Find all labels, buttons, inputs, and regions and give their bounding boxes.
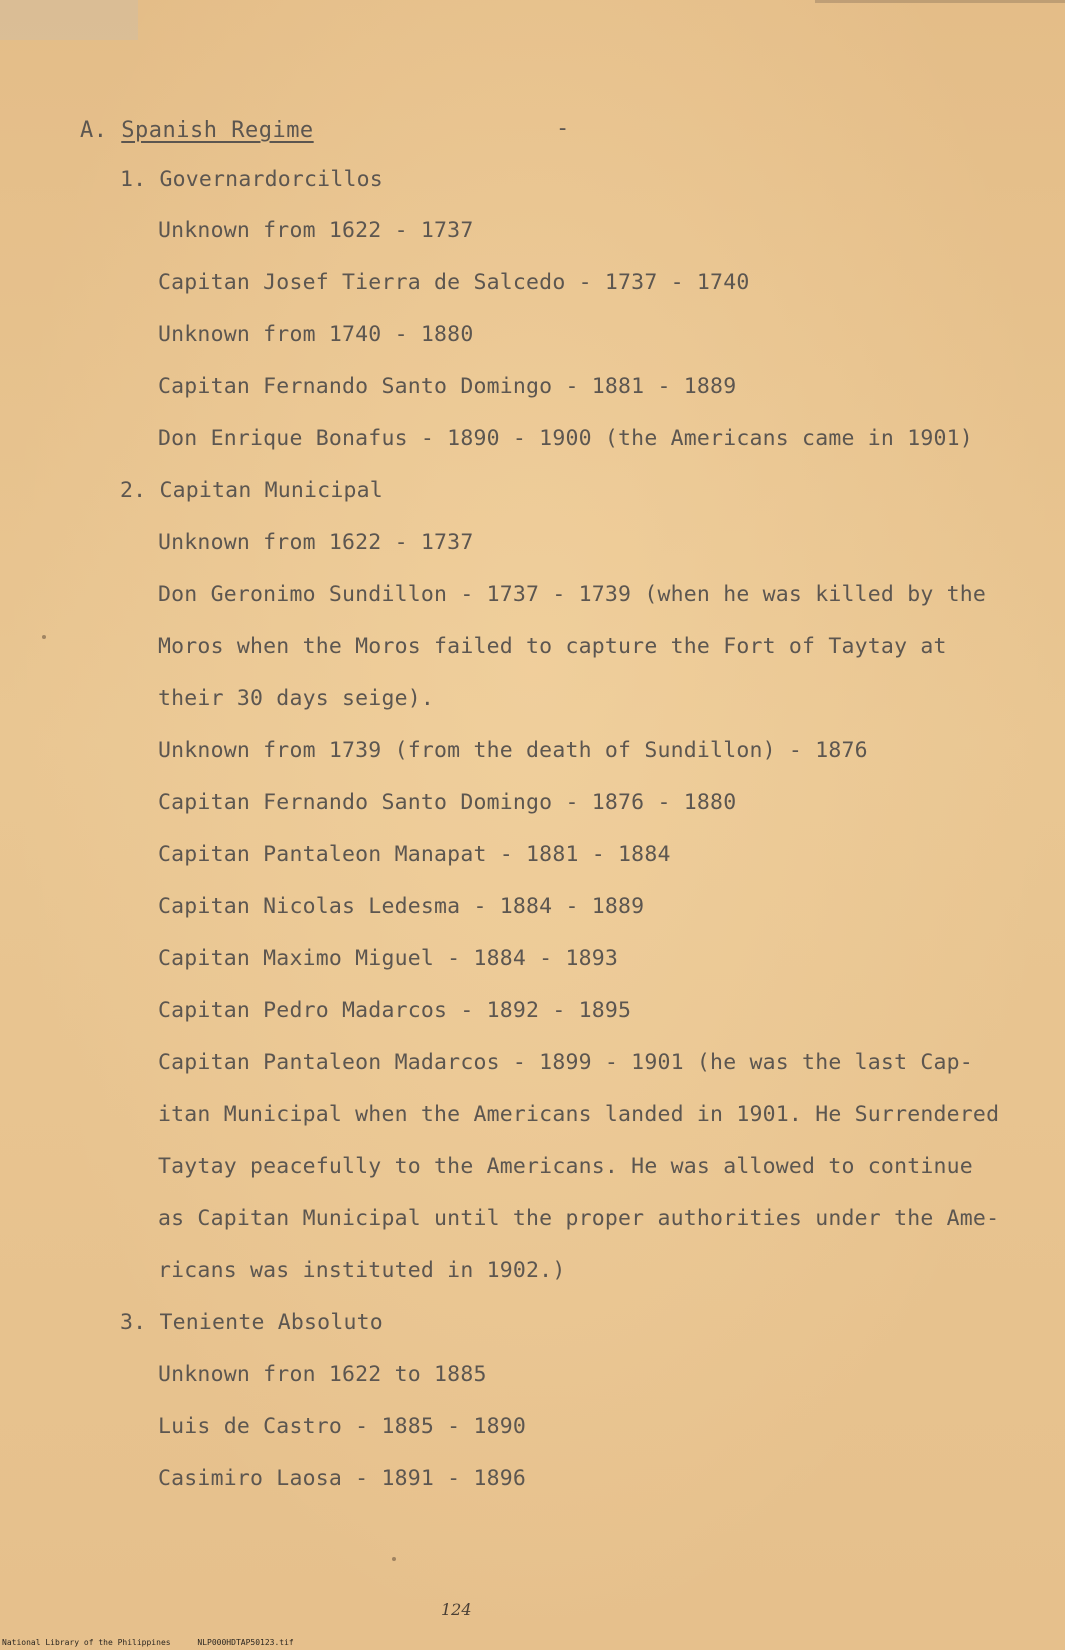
- entry-line: Capitan Maximo Miguel - 1884 - 1893: [158, 946, 619, 971]
- entry-line: Casimiro Laosa - 1891 - 1896: [158, 1466, 527, 1491]
- entry-line: Capitan Pedro Madarcos - 1892 - 1895: [158, 998, 632, 1023]
- subsection-heading: [120, 1310, 383, 1335]
- entry-line: Unknown from 1622 - 1737: [158, 530, 474, 555]
- entry-line: Unknown from 1622 - 1737: [158, 218, 474, 243]
- entry-line: Moros when the Moros failed to capture the Fort of Taytay at: [158, 634, 947, 659]
- entry-line: their 30 days seige).: [158, 686, 435, 711]
- entry-line: Unknown from 1740 - 1880: [158, 322, 474, 347]
- entry-line: Luis de Castro - 1885 - 1890: [158, 1414, 527, 1439]
- subsection-title: Teniente Absoluto: [159, 1310, 383, 1335]
- entry-line: Capitan Fernando Santo Domingo - 1876 - 1880: [158, 790, 737, 815]
- subsection-heading: [120, 167, 383, 192]
- subsection-number: 3.: [120, 1310, 147, 1335]
- entry-line: Unknown from 1739 (from the death of Sundillon) - 1876: [158, 738, 868, 763]
- entry-line: itan Municipal when the Americans landed in 1901. He Surrendered: [158, 1102, 1000, 1127]
- page-number: 124: [441, 1600, 472, 1619]
- subsection-heading: [120, 478, 383, 503]
- ink-speck: [392, 1557, 396, 1561]
- subsection-title: Capitan Municipal: [159, 478, 383, 503]
- entry-line: Unknown fron 1622 to 1885: [158, 1362, 487, 1387]
- section-letter: A.: [80, 118, 108, 143]
- section-heading: [80, 118, 314, 143]
- footer-filename: NLP000HDTAP50123.tif: [197, 1638, 294, 1647]
- entry-line: as Capitan Municipal until the proper authorities under the Ame-: [158, 1206, 1000, 1231]
- entry-line: Capitan Pantaleon Madarcos - 1899 - 1901 (he was the last Cap-: [158, 1050, 973, 1075]
- ink-speck: [42, 635, 46, 639]
- entry-line: Capitan Nicolas Ledesma - 1884 - 1889: [158, 894, 645, 919]
- subsection-number: 1.: [120, 167, 147, 192]
- entry-line: Capitan Josef Tierra de Salcedo - 1737 - 1740: [158, 270, 750, 295]
- footer-library: National Library of the Philippines: [2, 1638, 171, 1647]
- entry-line: ricans was instituted in 1902.): [158, 1258, 566, 1283]
- entry-line: Don Geronimo Sundillon - 1737 - 1739 (when he was killed by the: [158, 582, 987, 607]
- entry-line: Taytay peacefully to the Americans. He was allowed to continue: [158, 1154, 973, 1179]
- subsection-number: 2.: [120, 478, 147, 503]
- entry-line: Capitan Pantaleon Manapat - 1881 - 1884: [158, 842, 671, 867]
- scan-corner-patch: [0, 0, 138, 40]
- scan-edge-line: [815, 0, 1065, 3]
- entry-line: Don Enrique Bonafus - 1890 - 1900 (the Americans came in 1901): [158, 426, 973, 451]
- subsection-title: Governardorcillos: [159, 167, 383, 192]
- stray-dash-mark: -: [556, 116, 570, 141]
- scan-footer: [2, 1638, 316, 1647]
- section-title: Spanish Regime: [121, 118, 314, 143]
- entry-line: Capitan Fernando Santo Domingo - 1881 - 1889: [158, 374, 737, 399]
